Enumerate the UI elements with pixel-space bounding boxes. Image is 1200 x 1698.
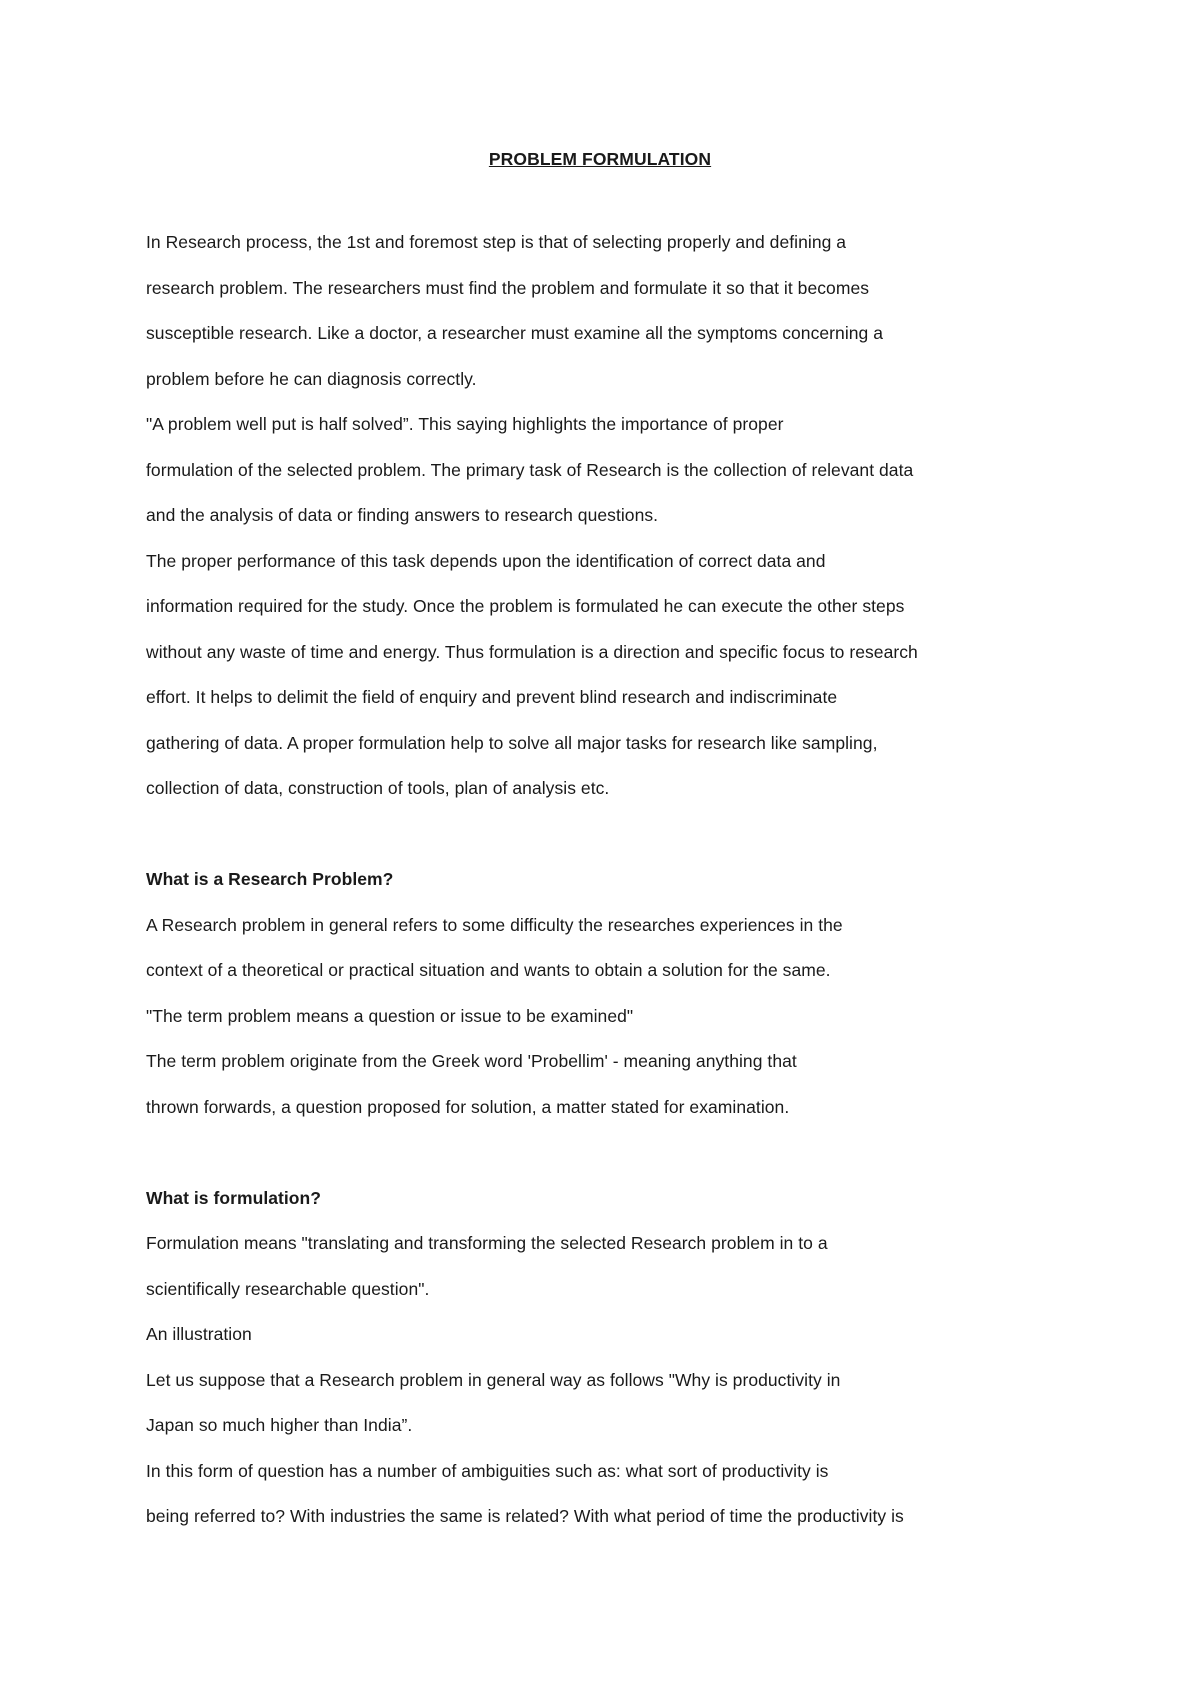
section2-line: An illustration (146, 1324, 252, 1344)
intro-line: research problem. The researchers must find the problem and formulate it so that it becomes (146, 277, 870, 298)
section2-line: scientifically researchable question". (146, 1278, 430, 1299)
document-title: PROBLEM FORMULATION (488, 149, 712, 169)
section2-line: Japan so much higher than India”. (146, 1415, 413, 1435)
section2-line: In this form of question has a number of ambiguities such as: what sort of productivity is (146, 1460, 829, 1481)
section2-line: Formulation means "translating and transforming the selected Research problem in to a (146, 1233, 828, 1253)
intro-line: collection of data, construction of tools, plan of analysis etc. (146, 778, 610, 798)
section1-line: "The term problem means a question or issue to be examined" (146, 1005, 634, 1026)
section-heading-research-problem: What is a Research Problem? (146, 869, 394, 889)
section1-line: The term problem originate from the Greek word 'Probellim' - meaning anything that (146, 1051, 797, 1071)
intro-line: formulation of the selected problem. The primary task of Research is the collection of relevant data (146, 459, 914, 480)
intro-line: susceptible research. Like a doctor, a researcher must examine all the symptoms concerning a (146, 323, 884, 343)
intro-line: In Research process, the 1st and foremost step is that of selecting properly and defining a (146, 232, 847, 252)
section1-line: context of a theoretical or practical situation and wants to obtain a solution for the same. (146, 960, 831, 980)
section2-line: Let us suppose that a Research problem in general way as follows "Why is productivity in (146, 1369, 841, 1390)
section1-line: A Research problem in general refers to some difficulty the researches experiences in the (146, 914, 843, 935)
intro-line: without any waste of time and energy. Thus formulation is a direction and specific focus to research (146, 641, 918, 662)
intro-line: effort. It helps to delimit the field of enquiry and prevent blind research and indiscriminate (146, 687, 838, 707)
intro-line: and the analysis of data or finding answers to research questions. (146, 505, 659, 525)
document-body (146, 220, 1086, 1540)
intro-line: "A problem well put is half solved”. This saying highlights the importance of proper (146, 414, 784, 434)
section2-line: being referred to? With industries the same is related? With what period of time the productivity is (146, 1506, 904, 1526)
intro-line: The proper performance of this task depends upon the identification of correct data and (146, 550, 826, 571)
section-heading-formulation: What is formulation? (146, 1187, 322, 1208)
section1-line: thrown forwards, a question proposed for solution, a matter stated for examination. (146, 1096, 790, 1117)
intro-line: problem before he can diagnosis correctly. (146, 368, 477, 389)
paragraph-spacer (146, 1130, 1086, 1176)
intro-line: gathering of data. A proper formulation help to solve all major tasks for research like sampling, (146, 732, 878, 753)
paragraph-spacer (146, 812, 1086, 858)
intro-line: information required for the study. Once the problem is formulated he can execute the other steps (146, 596, 905, 616)
